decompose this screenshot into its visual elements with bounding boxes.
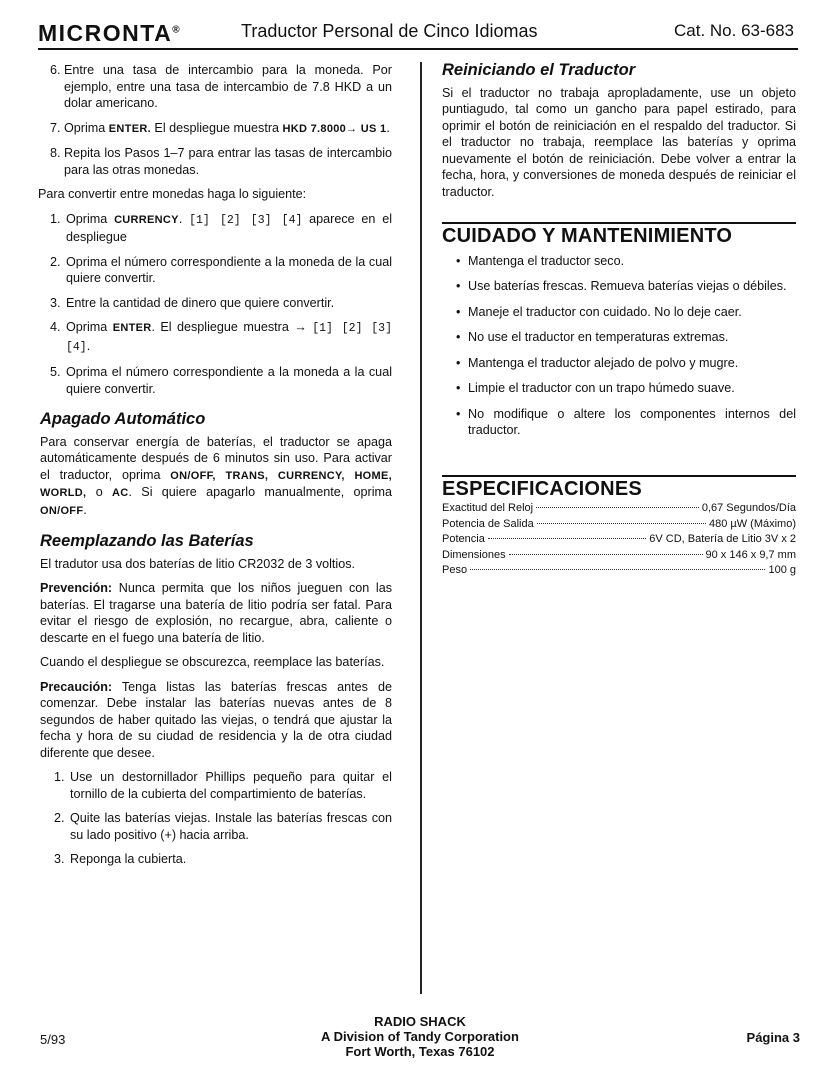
baterias-intro: El tradutor usa dos baterías de litio CR2032 de 3 voltios. [40,556,356,571]
cuidado-list [442,253,796,439]
display-codes: [1] [2] [3] [4] [189,213,303,227]
page-number: Página 3 [746,1030,800,1045]
footer-date: 5/93 [40,1032,66,1047]
convert-step-1: 1. Oprima CURRENCY. [1] [2] [3] [4] aparece en el despliegue [64,211,392,246]
display-readout: HKD 7.8000→ US 1 [282,122,387,135]
section-rule [442,475,796,477]
key-enter: ENTER. [108,122,151,135]
list-item: • No modifique o altere los componentes internos del traductor. [456,406,796,439]
replace-steps [40,769,392,868]
key-enter: ENTER [112,322,152,334]
brand-name: MICRONTA [38,20,173,46]
replace-step-3: 3. Reponga la cubierta. [68,851,392,868]
heading-baterias: Reemplazando las Baterías [40,532,254,550]
baterias-note: Cuando el despliegue se obscurezca, reemplace las baterías. [40,655,385,669]
prevencion-paragraph: Prevención: Nunca permita que los niños jueguen con las baterías. El tragarse una batería de litio podría ser fatal. Para evitar el riesgo de explosión, no recargue, abra, caliente o descarte en el fuego una batería de litio. [40,581,392,645]
spec-row: Peso 100 g [442,564,796,576]
step-6: 6. Entre una tasa de intercambio para la moneda. Por ejemplo, entre una tasa de intercambio de 7.8 HKD a un dolar americano. [64,62,392,112]
spec-row: Potencia de Salida 480 µW (Máximo) [442,517,796,530]
list-item: • Limpie el traductor con un trapo húmedo suave. [456,380,796,397]
exchange-steps [40,62,392,178]
convert-step-5: 5. Oprima el número correspondiente a la moneda a la cual quiere convertir. [64,364,392,397]
footer-company: RADIO SHACK A Division of Tandy Corporation Fort Worth, Texas 76102 [321,1014,519,1059]
heading-apagado: Apagado Automático [40,410,206,428]
convert-step-4: 4. Oprima ENTER. El despliegue muestra → [1] [2] [3] [4]. [64,319,392,356]
spec-row: Exactitud del Reloj 0,67 Segundos/Día [442,502,796,514]
key-currency: CURRENCY [114,213,179,226]
list-item: • No use el traductor en temperaturas extremas. [456,329,796,346]
apagado-paragraph: Para conservar energía de baterías, el traductor se apaga automáticamente después de 6 minutos sin uso. Para activar el traductor, oprima ON/OFF, TRANS, CURRENCY, HOME, WORLD, o AC. Si quiere apagarlo manualmente, oprima ON/OFF. [40,434,392,517]
heading-reiniciando: Reiniciando el Traductor [442,61,636,79]
list-item: • Mantenga el traductor alejado de polvo y mugre. [456,355,796,372]
page-header [38,18,798,50]
precaucion-paragraph: Precaución: Tenga listas las baterías frescas antes de comenzar. Debe instalar las baterías nuevas antes de 8 segundos de haber quitado las viejas, o tendrá que ajustar la fecha y hora de su ciudad de residencia y la de otra ciudad diferente que desee. [40,679,392,760]
spec-row: Dimensiones 90 x 146 x 9,7 mm [442,548,796,561]
spec-row: Potencia 6V CD, Batería de Litio 3V x 2 [442,533,796,545]
convert-steps [40,211,392,398]
section-rule [442,222,796,224]
column-divider [420,62,422,994]
step-7: 7. Oprima ENTER. El despliegue muestra HKD 7.8000→ US 1. [64,120,392,138]
brand-mark: ® [172,24,182,36]
precaucion-label: Precaución: [40,679,113,694]
list-item: • Use baterías frescas. Remueva baterías viejas o débiles. [456,278,796,295]
specs-table [442,501,796,579]
left-column [40,62,392,876]
list-item: • Mantenga el traductor seco. [456,253,796,270]
display-codes: [1] [2] [3] [4] [66,322,392,354]
step-8: 8. Repita los Pasos 1–7 para entrar las tasas de intercambio para las otras monedas. [64,145,392,178]
replace-step-2: 2. Quite las baterías viejas. Instale las baterías frescas con su lado positivo (+) hacia arriba. [68,810,392,843]
heading-cuidado: CUIDADO Y MANTENIMIENTO [442,225,733,247]
replace-step-1: 1. Use un destornillador Phillips pequeño para quitar el tornillo de la cubierta del compartimiento de baterías. [68,769,392,802]
convert-step-2: 2. Oprima el número correspondiente a la moneda de la cual quiere convertir. [64,254,392,287]
document-title: Traductor Personal de Cinco Idiomas [241,21,538,41]
brand-logo [38,20,181,47]
right-column [442,62,796,579]
convert-step-3: 3. Entre la cantidad de dinero que quiere convertir. [64,295,392,312]
prevencion-label: Prevención: [40,581,113,595]
reiniciando-paragraph: Si el traductor no trabaja apropladamente, use un objeto puntiagudo, tal como un gancho para papel estirado, para oprimir el botón de reiniciación en el respaldo del traductor. Si el traductor no trabaja, reemplace las baterías y oprima nuevamente el botón de reiniciación. Debe volver a entrar la fecha, hora, y conversiones de moneda después de reiniciar el traductor. [442,85,796,199]
list-item: • Maneje el traductor con cuidado. No lo deje caer. [456,304,796,321]
catalog-number: Cat. No. 63-683 [673,21,794,40]
convert-intro: Para convertir entre monedas haga lo siguiente: [38,187,307,201]
heading-especificaciones: ESPECIFICACIONES [442,477,642,500]
